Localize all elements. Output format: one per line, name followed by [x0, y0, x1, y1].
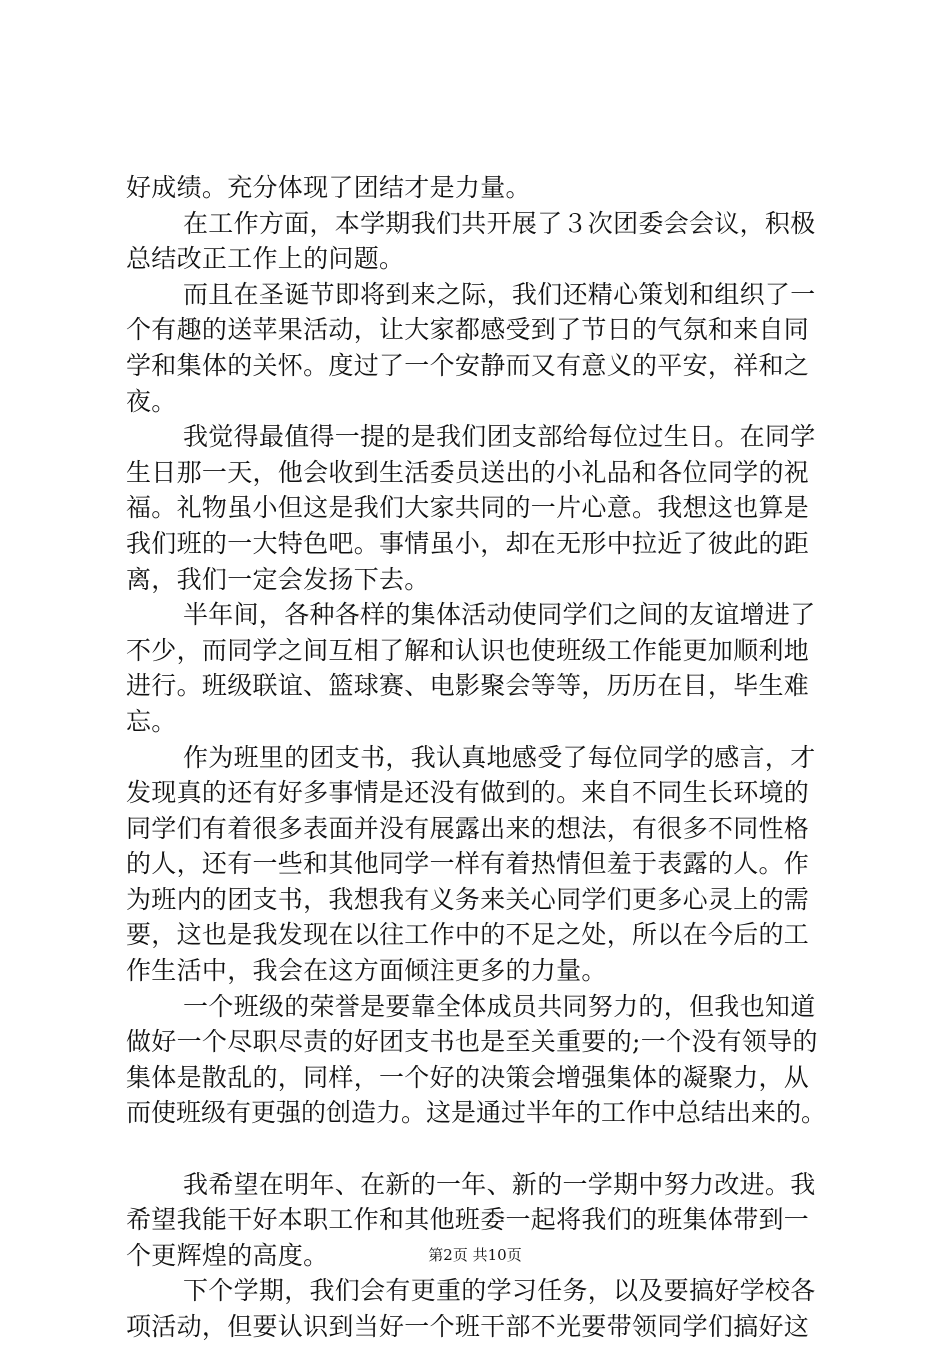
text-line: 做好一个尽职尽责的好团支书也是至关重要的;一个没有领导的 [126, 1027, 818, 1057]
text-line: 的人，还有一些和其他同学一样有着热情但羞于表露的人。作 [126, 849, 810, 879]
paragraph-start-line: 作为班里的团支书，我认真地感受了每位同学的感言，才 [183, 742, 816, 772]
text-line: 而使班级有更强的创造力。这是通过半年的工作中总结出来的。 [126, 1098, 827, 1128]
text-line: 项活动，但要认识到当好一个班干部不光要带领同学们搞好这 [126, 1312, 810, 1341]
paragraph-start-line: 一个班级的荣誉是要靠全体成员共同努力的，但我也知道 [183, 991, 816, 1021]
paragraph-start-line: 在工作方面，本学期我们共开展了３次团委会会议，积极 [183, 208, 816, 238]
text-line: 离，我们一定会发扬下去。 [126, 564, 430, 594]
document-body [126, 170, 836, 1345]
text-line: 集体是散乱的，同样，一个好的决策会增强集体的凝聚力，从 [126, 1062, 810, 1092]
paragraph-start-line: 半年间，各种各样的集体活动使同学们之间的友谊增进了 [183, 600, 816, 630]
paragraph-start-line: 而且在圣诞节即将到来之际，我们还精心策划和组织了一 [183, 279, 816, 309]
text-line: 忘。 [126, 706, 177, 736]
text-line: 为班内的团支书，我想我有义务来关心同学们更多心灵上的需 [126, 884, 810, 914]
text-line: 夜。 [126, 386, 177, 416]
paragraph-start-line: 下个学期，我们会有更重的学习任务，以及要搞好学校各 [183, 1276, 816, 1306]
text-line: 生日那一天，他会收到生活委员送出的小礼品和各位同学的祝 [126, 457, 810, 487]
text-line: 不少，而同学之间互相了解和认识也使班级工作能更加顺利地 [126, 635, 810, 665]
text-line: 个更辉煌的高度。 [126, 1240, 329, 1270]
paragraph-start-line: 我觉得最值得一提的是我们团支部给每位过生日。在同学 [183, 422, 816, 452]
page-number-footer: 第2页 共10页 [428, 1246, 522, 1264]
text-line: 总结改正工作上的问题。 [126, 244, 405, 274]
text-line: 要，这也是我发现在以往工作中的不足之处，所以在今后的工 [126, 920, 810, 950]
paragraph-start-line: 我希望在明年、在新的一年、新的一学期中努力改进。我 [183, 1169, 816, 1199]
text-line: 发现真的还有好多事情是还没有做到的。来自不同生长环境的 [126, 778, 810, 808]
text-line: 希望我能干好本职工作和其他班委一起将我们的班集体带到一 [126, 1205, 810, 1235]
text-line: 我们班的一大特色吧。事情虽小，却在无形中拉近了彼此的距 [126, 528, 810, 558]
text-line: 学和集体的关怀。度过了一个安静而又有意义的平安，祥和之 [126, 350, 810, 380]
text-line: 好成绩。充分体现了团结才是力量。 [126, 173, 531, 202]
paragraph-gap [126, 1131, 836, 1167]
text-line: 福。礼物虽小但这是我们大家共同的一片心意。我想这也算是 [126, 493, 810, 523]
text-line: 作生活中，我会在这方面倾注更多的力量。 [126, 956, 607, 986]
text-line: 同学们有着很多表面并没有展露出来的想法，有很多不同性格 [126, 813, 810, 843]
text-line: 个有趣的送苹果活动，让大家都感受到了节日的气氛和来自同 [126, 315, 810, 345]
text-line: 进行。班级联谊、篮球赛、电影聚会等等，历历在目，毕生难 [126, 671, 810, 701]
